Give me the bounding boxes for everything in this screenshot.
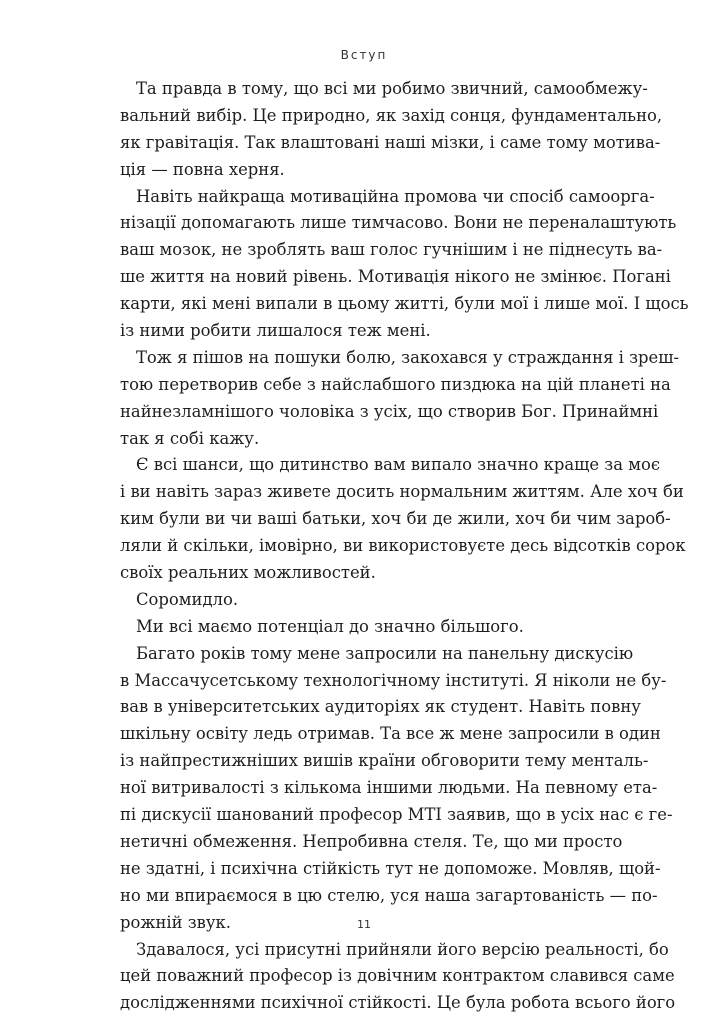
paragraph: [120, 614, 600, 641]
text-line: і ви навіть зараз живете досить нормальним життям. Але хоч би: [120, 479, 600, 506]
text-line: найнезламнішого чоловіка з усіх, що створив Бог. Принаймні: [120, 399, 600, 426]
text-line: Здавалося, усі присутні прийняли його версію реальності, бо: [120, 937, 600, 964]
text-line: шкільну освіту ледь отримав. Та все ж мене запросили в один: [120, 721, 600, 748]
text-line: Тож я пішов на пошуки болю, закохався у страждання і зреш-: [120, 345, 600, 372]
text-line: карти, які мені випали в цьому житті, були мої і лише мої. І щось: [120, 291, 600, 318]
text-line: Навіть найкраща мотиваційна промова чи спосіб самоорга-: [120, 184, 600, 211]
text-line: Багато років тому мене запросили на панельну дискусію: [120, 641, 600, 668]
text-line: тою перетворив себе з найслабшого пиздюка на цій планеті на: [120, 372, 600, 399]
text-line: цей поважний професор із довічним контрактом славився саме: [120, 963, 600, 990]
text-line: ваш мозок, не зроблять ваш голос гучнішим і не піднесуть ва-: [120, 237, 600, 264]
text-line: нізації допомагають лише тимчасово. Вони не переналаштують: [120, 210, 600, 237]
text-line: Та правда в тому, що всі ми робимо звичний, самообмежу-: [120, 76, 600, 103]
text-line: ляли й скільки, імовірно, ви використовуєте десь відсотків сорок: [120, 533, 600, 560]
paragraph: [120, 76, 600, 184]
text-line: своїх реальних можливостей.: [120, 560, 600, 587]
page-number: 11: [0, 918, 728, 931]
text-line: рожній звук.: [120, 910, 600, 937]
paragraph: [120, 184, 600, 345]
text-line: Соромидло.: [120, 587, 600, 614]
text-line: вав в університетських аудиторіях як студент. Навіть повну: [120, 694, 600, 721]
paragraph: [120, 452, 600, 586]
text-line: із ними робити лишалося теж мені.: [120, 318, 600, 345]
text-line: ної витривалості з кількома іншими людьми. На певному ета-: [120, 775, 600, 802]
text-line: ким були ви чи ваші батьки, хоч би де жили, хоч би чим зароб-: [120, 506, 600, 533]
paragraph: [120, 587, 600, 614]
body-text: [120, 76, 600, 1017]
text-line: Є всі шанси, що дитинство вам випало значно краще за моє: [120, 452, 600, 479]
text-line: нетичні обмеження. Непробивна стеля. Те, що ми просто: [120, 829, 600, 856]
text-line: із найпрестижніших вишів країни обговорити тему менталь-: [120, 748, 600, 775]
paragraph: [120, 937, 600, 1017]
text-line: но ми впираємося в цю стелю, уся наша загартованість — по-: [120, 883, 600, 910]
text-line: пі дискусії шанований професор МТІ заявив, що в усіх нас є ге-: [120, 802, 600, 829]
running-head: Вступ: [0, 48, 728, 62]
text-line: в Массачусетському технологічному інституті. Я ніколи не бу-: [120, 668, 600, 695]
text-line: дослідженнями психічної стійкості. Це була робота всього його: [120, 990, 600, 1017]
text-line: так я собі кажу.: [120, 426, 600, 453]
text-line: ше життя на новий рівень. Мотивація нікого не змінює. Погані: [120, 264, 600, 291]
text-line: Ми всі маємо потенціал до значно більшого.: [120, 614, 600, 641]
text-line: як гравітація. Так влаштовані наші мізки, і саме тому мотива-: [120, 130, 600, 157]
paragraph: [120, 345, 600, 453]
text-line: вальний вибір. Це природно, як захід сонця, фундаментально,: [120, 103, 600, 130]
paragraph: [120, 641, 600, 937]
text-line: не здатні, і психічна стійкість тут не допоможе. Мовляв, щой-: [120, 856, 600, 883]
text-line: ція — повна херня.: [120, 157, 600, 184]
